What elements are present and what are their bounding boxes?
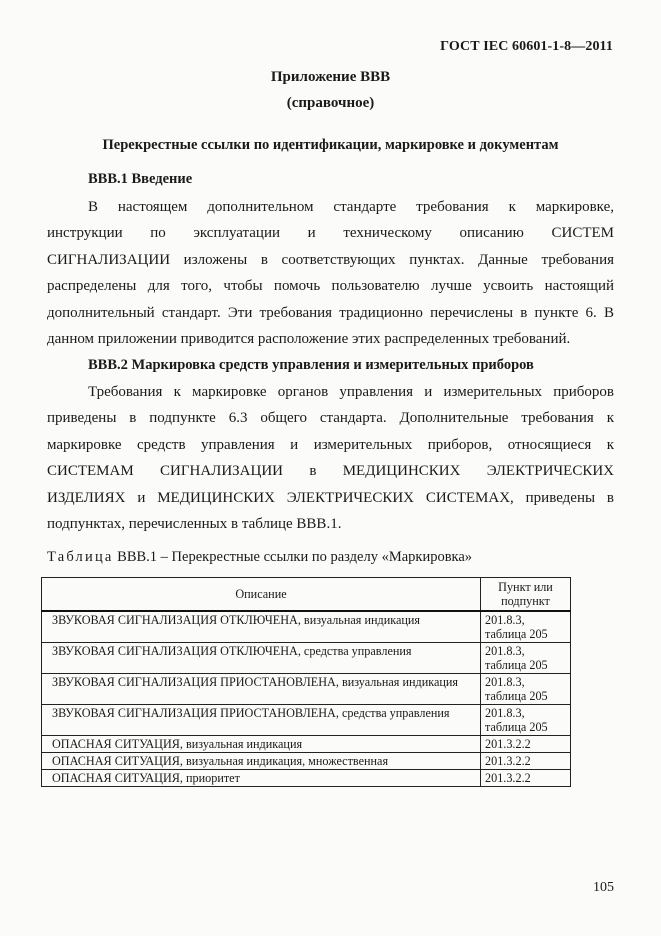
annex-heading: Перекрестные ссылки по идентификации, маркировке и документам	[102, 137, 559, 153]
paragraph-marking	[47, 379, 614, 537]
cell-clause: 201.3.2.2	[481, 736, 571, 753]
cell-description: ОПАСНАЯ СИТУАЦИЯ, визуальная индикация	[42, 736, 481, 753]
paragraph-line: СИСТЕМАМ СИГНАЛИЗАЦИИ в МЕДИЦИНСКИХ ЭЛЕКТРИЧЕСКИХ	[47, 463, 614, 480]
standard-header: ГОСТ IEC 60601-1-8—2011	[440, 39, 613, 54]
paragraph-line: данном приложении приводится расположение этих распределенных требований.	[47, 331, 571, 348]
paragraph-line: Требования к маркировке органов управления и измерительных приборов	[88, 384, 614, 400]
paragraph-line: распределены для того, чтобы помочь пользователю лучше усвоить настоящий	[47, 278, 614, 295]
cell-clause: 201.8.3, таблица 205	[481, 611, 571, 643]
cell-description: ЗВУКОВАЯ СИГНАЛИЗАЦИЯ ПРИОСТАНОВЛЕНА, визуальная индикация	[42, 674, 481, 705]
cell-clause: 201.8.3, таблица 205	[481, 643, 571, 674]
cell-description: ОПАСНАЯ СИТУАЦИЯ, приоритет	[42, 770, 481, 787]
cell-clause: 201.3.2.2	[481, 753, 571, 770]
cell-clause: 201.8.3, таблица 205	[481, 705, 571, 736]
column-header-description: Описание	[42, 578, 481, 612]
cell-description: ЗВУКОВАЯ СИГНАЛИЗАЦИЯ ОТКЛЮЧЕНА, средства управления	[42, 643, 481, 674]
paragraph-line: ИЗДЕЛИЯХ и МЕДИЦИНСКИХ ЭЛЕКТРИЧЕСКИХ СИСТЕМАХ, приведены в	[47, 489, 614, 506]
table-header-row	[42, 578, 571, 612]
table-row	[42, 736, 571, 753]
paragraph-line: подпунктах, перечисленных в таблице ВВВ.1.	[47, 516, 342, 533]
cell-description: ОПАСНАЯ СИТУАЦИЯ, визуальная индикация, множественная	[42, 753, 481, 770]
paragraph-introduction	[47, 194, 614, 352]
cross-reference-table	[41, 577, 571, 787]
table-row	[42, 643, 571, 674]
table-caption	[47, 549, 472, 566]
cell-description: ЗВУКОВАЯ СИГНАЛИЗАЦИЯ ПРИОСТАНОВЛЕНА, средства управления	[42, 705, 481, 736]
annex-title: Приложение ВВВ	[270, 69, 391, 85]
table-row	[42, 611, 571, 643]
cell-clause: 201.3.2.2	[481, 770, 571, 787]
cell-description: ЗВУКОВАЯ СИГНАЛИЗАЦИЯ ОТКЛЮЧЕНА, визуальная индикация	[42, 611, 481, 643]
paragraph-line: дополнительный стандарт. Эти требования традиционно перечислены в пункте 6. В	[47, 304, 614, 321]
paragraph-line: приведены в подпункте 6.3 общего стандарта. Дополнительные требования к	[47, 410, 614, 427]
page-number: 105	[593, 880, 614, 895]
table-caption-text: ВВВ.1 – Перекрестные ссылки по разделу «Маркировка»	[117, 549, 473, 565]
table-row	[42, 705, 571, 736]
table-row	[42, 753, 571, 770]
table-caption-label: Таблица	[47, 549, 114, 565]
cell-clause: 201.8.3, таблица 205	[481, 674, 571, 705]
section-heading-marking: ВВВ.2 Маркировка средств управления и измерительных приборов	[88, 357, 534, 373]
column-header-clause: Пункт или подпункт	[481, 578, 571, 612]
section-heading-introduction: ВВВ.1 Введение	[88, 171, 193, 187]
paragraph-line: В настоящем дополнительном стандарте требования к маркировке,	[88, 199, 614, 215]
table-row	[42, 674, 571, 705]
paragraph-line: СИГНАЛИЗАЦИИ изложены в соответствующих пунктах. Данные требования	[47, 251, 614, 268]
table-row	[42, 770, 571, 787]
annex-subtitle: (справочное)	[286, 95, 375, 111]
paragraph-line: маркировке средств управления и измерительных приборов, относящиеся к	[47, 436, 614, 453]
paragraph-line: инструкции по эксплуатации и техническому описанию СИСТЕМ	[47, 225, 614, 242]
